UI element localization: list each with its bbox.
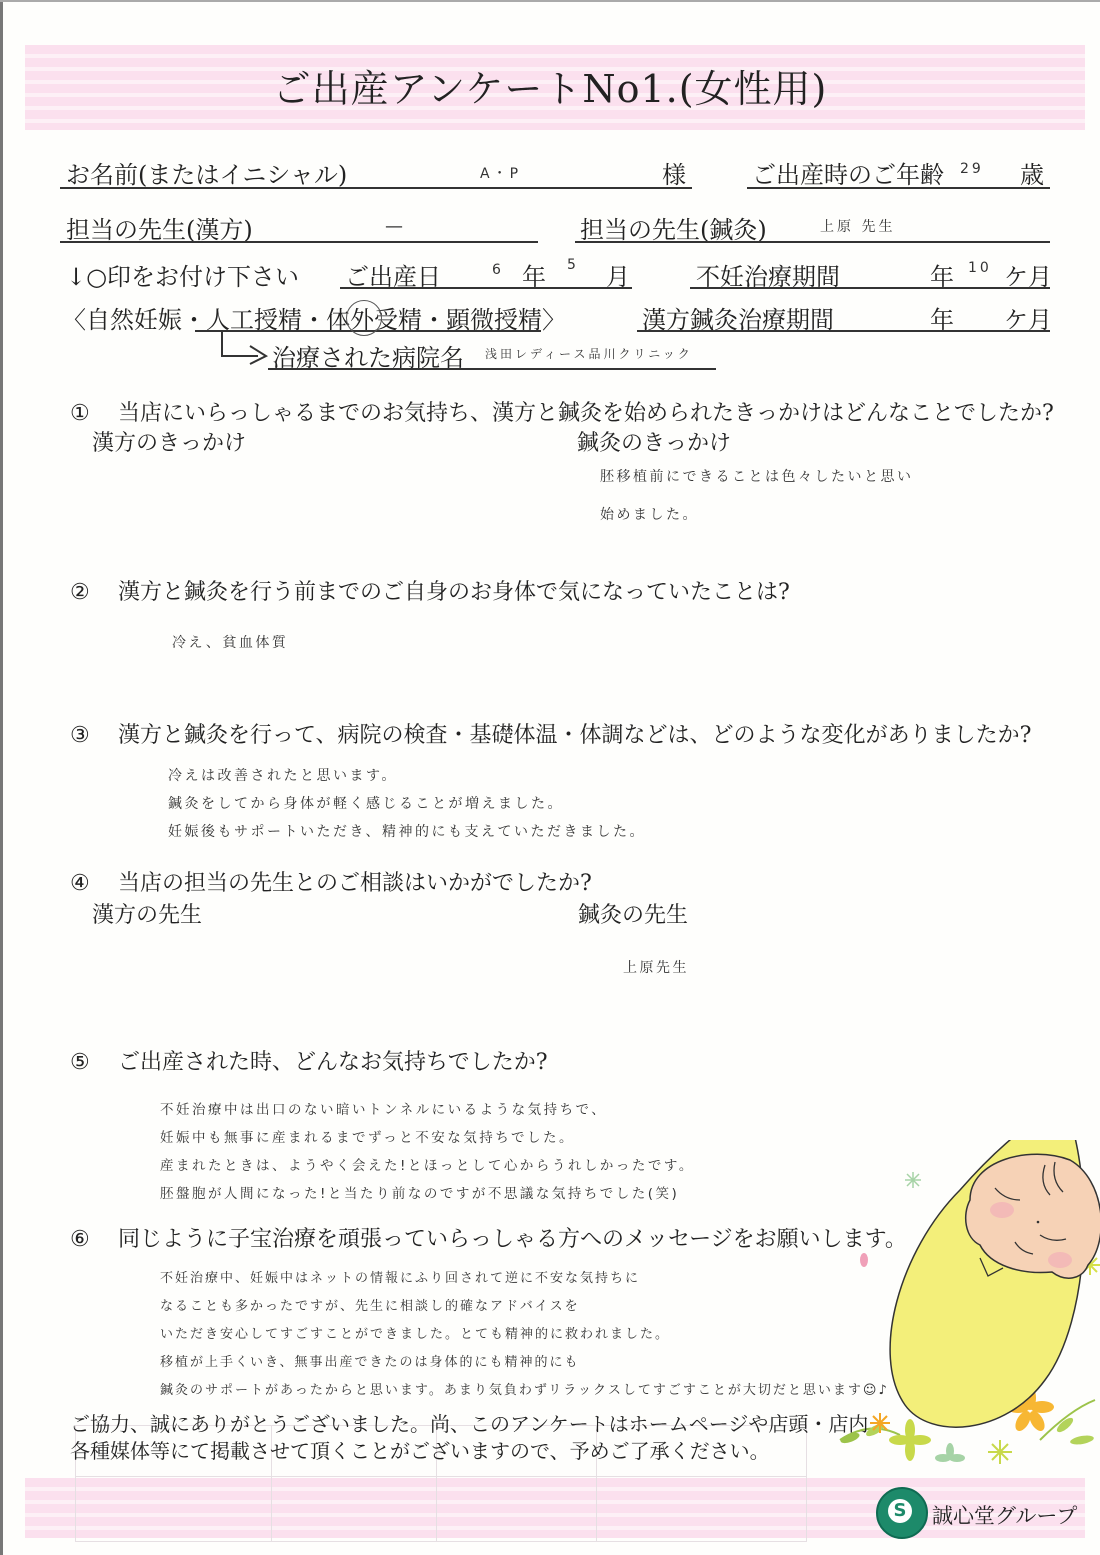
q5-answer[interactable] [160, 1096, 695, 1208]
acu-teacher-underline [575, 241, 1050, 243]
q1-acu-trigger-label: 鍼灸のきっかけ [577, 431, 732, 456]
scan-edge [0, 0, 3, 1555]
answer-line: 上原先生 [623, 960, 689, 976]
q3-answer[interactable] [168, 762, 646, 846]
answer-line: 胚盤胞が人間になった!と当たり前なのですが不思議な気持ちでした(笑) [160, 1186, 680, 1202]
name-underline [60, 187, 692, 189]
hospital-value[interactable]: 浅田レディース品川クリニック [485, 347, 693, 361]
scan-top-edge [0, 0, 1100, 2]
kampo-teacher-underline [60, 241, 538, 243]
answer-line: 鍼灸のサポートがあったからと思います。あまり気負わずリラックスしてすごすことが大切だと思います☺♪ [160, 1383, 889, 1398]
question-3-text: 漢方と鍼灸を行って、病院の検査・基礎体温・体調などは、どのような変化がありましたか? [118, 723, 1032, 748]
q4-acu-teacher-label: 鍼灸の先生 [578, 903, 689, 928]
answer-line: なることも多かったですが、先生に相談し的確なアドバイスを [160, 1299, 580, 1314]
question-5 [70, 1045, 548, 1076]
birth-year-value[interactable]: 6 [492, 262, 504, 278]
q4-acu-answer[interactable] [623, 954, 689, 982]
question-6-number: ⑥ [70, 1227, 90, 1252]
kampo-acu-month-unit: ケ月 [1004, 306, 1052, 334]
answer-line: 胚移植前にできることは色々したいと思い [600, 469, 914, 485]
name-suffix: 様 [662, 161, 686, 189]
q2-answer[interactable] [172, 629, 288, 657]
hospital-underline [268, 368, 716, 370]
name-label: お名前(またはイニシャル) [66, 161, 348, 189]
q4-kampo-teacher-label: 漢方の先生 [92, 903, 203, 928]
question-4-text: 当店の担当の先生とのご相談はいかがでしたか? [118, 871, 592, 896]
question-3-number: ③ [70, 723, 90, 748]
kampo-teacher-value[interactable]: — [385, 216, 406, 237]
acu-teacher-label: 担当の先生(鍼灸) [580, 216, 767, 244]
answer-line: 移植が上手くいき、無事出産できたのは身体的にも精神的にも [160, 1355, 580, 1370]
infertility-month-unit: ケ月 [1004, 263, 1052, 291]
answer-line: 不妊治療中、妊娠中はネットの情報にふり回されて逆に不安な気持ちに [160, 1271, 641, 1286]
birth-date-label: ご出産日 [345, 263, 441, 291]
age-underline [747, 187, 1050, 189]
question-2-number: ② [70, 580, 90, 605]
kampo-acu-period-label: 漢方鍼灸治療期間 [642, 306, 834, 334]
age-label: ご出産時のご年齢 [752, 161, 944, 189]
answer-line: 始めました。 [600, 507, 699, 523]
name-value[interactable]: A・P [480, 166, 522, 182]
answer-line: 妊娠中も無事に産まれるまでずっと不安な気持ちでした。 [160, 1130, 576, 1146]
question-5-number: ⑤ [70, 1050, 90, 1075]
question-6 [70, 1222, 907, 1253]
question-4 [70, 866, 592, 897]
question-4-number: ④ [70, 871, 90, 896]
footer-thanks-line-1: ご協力、誠にありがとうございました。尚、このアンケートはホームページや店頭・店内 [70, 1412, 869, 1436]
infertility-period-underline [690, 287, 1050, 289]
mark-instruction: ↓○印をお付け下さい [66, 263, 300, 291]
kampo-acu-period-underline [637, 330, 1050, 332]
pregnancy-type-options[interactable]: 〈自然妊娠・人工授精・体外受精・顕微授精〉 [62, 306, 566, 334]
question-1-text: 当店にいらっしゃるまでのお気持ち、漢方と鍼灸を始められたきっかけはどんなことでしたか? [118, 401, 1054, 426]
question-6-text: 同じように子宝治療を頑張っていらっしゃる方へのメッセージをお願いします。 [118, 1227, 907, 1252]
age-value[interactable]: 29 [960, 161, 984, 177]
page-title: ご出産アンケートNo1.(女性用) [272, 67, 828, 111]
hospital-label: 治療された病院名 [272, 344, 464, 372]
q1-kampo-trigger-label: 漢方のきっかけ [92, 431, 247, 456]
answer-line: 妊娠後もサポートいただき、精神的にも支えていただきました。 [168, 824, 646, 840]
infertility-months-value[interactable]: 10 [968, 260, 992, 276]
footer-thanks-line-2: 各種媒体等にて掲載させて頂くことがございますので、予めご了承ください。 [70, 1439, 770, 1463]
question-1 [70, 396, 1054, 427]
infertility-year-unit: 年 [930, 263, 954, 291]
seishindo-logo-icon: S [876, 1487, 928, 1539]
selected-circle-ivf [346, 300, 382, 336]
arrow-icon [210, 330, 270, 366]
question-1-number: ① [70, 401, 90, 426]
question-3 [70, 718, 1031, 749]
question-2 [70, 575, 790, 606]
q1-acu-answer[interactable] [600, 463, 914, 529]
answer-line: いただき安心してすごすことができました。とても精神的に救われました。 [160, 1327, 671, 1342]
answer-line: 産まれたときは、ようやく会えた!とほっとして心からうれしかったです。 [160, 1158, 695, 1174]
infertility-period-label: 不妊治療期間 [696, 263, 840, 291]
kampo-teacher-label: 担当の先生(漢方) [66, 216, 253, 244]
answer-line: 鍼灸をしてから身体が軽く感じることが増えました。 [168, 796, 564, 812]
year-unit: 年 [522, 263, 546, 291]
brand-name: 誠心堂グループ [932, 1504, 1078, 1528]
question-5-text: ご出産された時、どんなお気持ちでしたか? [118, 1050, 548, 1075]
age-suffix: 歳 [1020, 161, 1044, 189]
question-2-text: 漢方と鍼灸を行う前までのご自身のお身体で気になっていたことは? [118, 580, 790, 605]
answer-line: 冷えは改善されたと思います。 [168, 768, 398, 784]
q6-answer[interactable] [160, 1265, 889, 1405]
acu-teacher-value[interactable]: 上原 先生 [820, 219, 896, 235]
answer-line: 不妊治療中は出口のない暗いトンネルにいるような気持ちで、 [160, 1102, 608, 1118]
kampo-acu-year-unit: 年 [930, 306, 954, 334]
birth-month-value[interactable]: 5 [567, 257, 579, 273]
month-unit: 月 [606, 263, 630, 291]
birth-date-underline [340, 287, 632, 289]
answer-line: 冷え、貧血体質 [172, 635, 289, 651]
